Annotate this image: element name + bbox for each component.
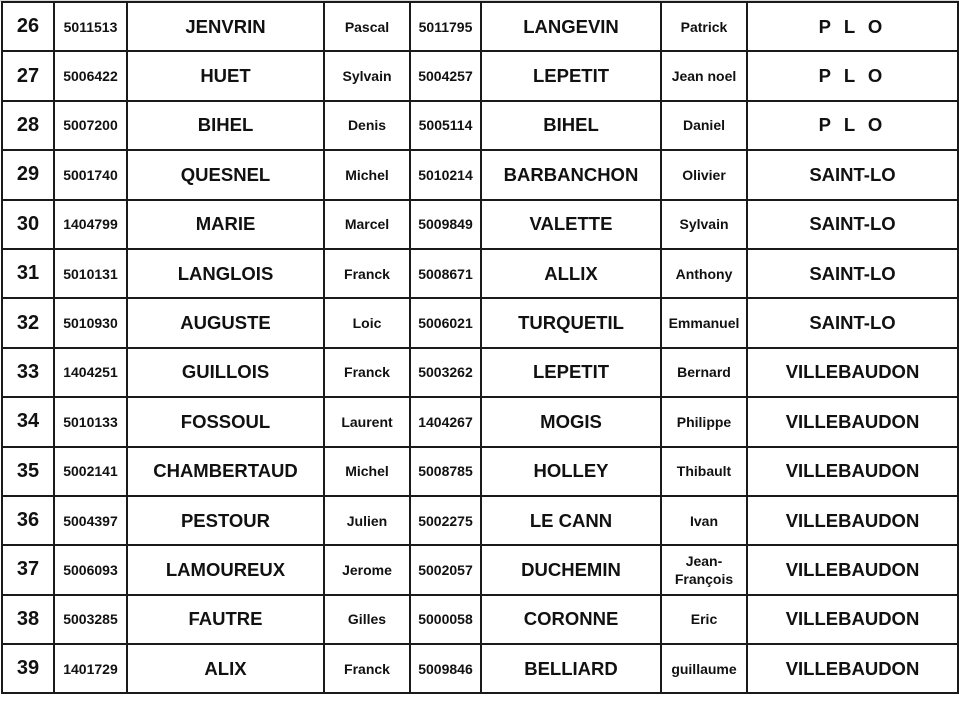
last-name-1: HUET	[127, 51, 324, 100]
first-name-2: Ivan	[661, 496, 747, 545]
last-name-1: PESTOUR	[127, 496, 324, 545]
last-name-2: LEPETIT	[481, 51, 661, 100]
table-row	[2, 249, 958, 298]
club-name: VILLEBAUDON	[747, 447, 958, 496]
table-row	[2, 150, 958, 199]
licence-2: 5002275	[410, 496, 481, 545]
first-name-2: Thibault	[661, 447, 747, 496]
last-name-1: GUILLOIS	[127, 348, 324, 397]
first-name-1: Franck	[324, 249, 410, 298]
licence-1: 5003285	[54, 595, 127, 644]
first-name-1: Michel	[324, 150, 410, 199]
first-name-1: Pascal	[324, 2, 410, 51]
first-name-2: Emmanuel	[661, 298, 747, 347]
first-name-1: Michel	[324, 447, 410, 496]
licence-1: 5001740	[54, 150, 127, 199]
last-name-1: FAUTRE	[127, 595, 324, 644]
row-number: 32	[2, 298, 54, 347]
table-row	[2, 595, 958, 644]
last-name-2: MOGIS	[481, 397, 661, 446]
first-name-1: Sylvain	[324, 51, 410, 100]
row-number: 33	[2, 348, 54, 397]
club-name: VILLEBAUDON	[747, 545, 958, 594]
last-name-2: DUCHEMIN	[481, 545, 661, 594]
licence-1: 1404799	[54, 200, 127, 249]
table-row	[2, 348, 958, 397]
last-name-2: LEPETIT	[481, 348, 661, 397]
licence-1: 1401729	[54, 644, 127, 693]
licence-2: 5008671	[410, 249, 481, 298]
club-name: P L O	[747, 51, 958, 100]
club-name: VILLEBAUDON	[747, 595, 958, 644]
last-name-1: MARIE	[127, 200, 324, 249]
first-name-1: Franck	[324, 644, 410, 693]
row-number: 39	[2, 644, 54, 693]
row-number: 35	[2, 447, 54, 496]
first-name-2: Jean noel	[661, 51, 747, 100]
licence-2: 5002057	[410, 545, 481, 594]
licence-1: 1404251	[54, 348, 127, 397]
row-number: 27	[2, 51, 54, 100]
licence-1: 5010133	[54, 397, 127, 446]
licence-2: 1404267	[410, 397, 481, 446]
last-name-1: CHAMBERTAUD	[127, 447, 324, 496]
table-row	[2, 2, 958, 51]
last-name-1: ALIX	[127, 644, 324, 693]
club-name: SAINT-LO	[747, 249, 958, 298]
licence-1: 5010131	[54, 249, 127, 298]
last-name-2: CORONNE	[481, 595, 661, 644]
row-number: 28	[2, 101, 54, 150]
row-number: 37	[2, 545, 54, 594]
licence-2: 5004257	[410, 51, 481, 100]
first-name-2: Bernard	[661, 348, 747, 397]
first-name-1: Loic	[324, 298, 410, 347]
table-row	[2, 397, 958, 446]
first-name-2: Patrick	[661, 2, 747, 51]
licence-1: 5004397	[54, 496, 127, 545]
first-name-2: Eric	[661, 595, 747, 644]
first-name-2: Philippe	[661, 397, 747, 446]
row-number: 31	[2, 249, 54, 298]
first-name-1: Julien	[324, 496, 410, 545]
row-number: 36	[2, 496, 54, 545]
last-name-2: ALLIX	[481, 249, 661, 298]
first-name-1: Franck	[324, 348, 410, 397]
licence-2: 5006021	[410, 298, 481, 347]
last-name-2: BIHEL	[481, 101, 661, 150]
first-name-2: Olivier	[661, 150, 747, 199]
first-name-1: Laurent	[324, 397, 410, 446]
table-row	[2, 51, 958, 100]
first-name-1: Marcel	[324, 200, 410, 249]
first-name-2: Jean- François	[661, 545, 747, 594]
last-name-1: FOSSOUL	[127, 397, 324, 446]
row-number: 29	[2, 150, 54, 199]
licence-1: 5006422	[54, 51, 127, 100]
licence-1: 5007200	[54, 101, 127, 150]
table-row	[2, 496, 958, 545]
table-row	[2, 101, 958, 150]
club-name: P L O	[747, 101, 958, 150]
last-name-1: LANGLOIS	[127, 249, 324, 298]
last-name-2: BELLIARD	[481, 644, 661, 693]
table-row	[2, 298, 958, 347]
club-name: VILLEBAUDON	[747, 348, 958, 397]
first-name-1: Jerome	[324, 545, 410, 594]
first-name-2: Daniel	[661, 101, 747, 150]
first-name-2: Anthony	[661, 249, 747, 298]
row-number: 30	[2, 200, 54, 249]
licence-2: 5011795	[410, 2, 481, 51]
licence-1: 5006093	[54, 545, 127, 594]
last-name-1: LAMOUREUX	[127, 545, 324, 594]
licence-2: 5009846	[410, 644, 481, 693]
last-name-2: BARBANCHON	[481, 150, 661, 199]
club-name: SAINT-LO	[747, 150, 958, 199]
licence-1: 5011513	[54, 2, 127, 51]
table-row	[2, 200, 958, 249]
licence-2: 5005114	[410, 101, 481, 150]
club-name: VILLEBAUDON	[747, 496, 958, 545]
last-name-2: VALETTE	[481, 200, 661, 249]
club-name: VILLEBAUDON	[747, 397, 958, 446]
licence-2: 5010214	[410, 150, 481, 199]
licence-2: 5008785	[410, 447, 481, 496]
row-number: 26	[2, 2, 54, 51]
licence-1: 5002141	[54, 447, 127, 496]
last-name-2: HOLLEY	[481, 447, 661, 496]
first-name-2: Sylvain	[661, 200, 747, 249]
licence-1: 5010930	[54, 298, 127, 347]
last-name-1: QUESNEL	[127, 150, 324, 199]
licence-2: 5000058	[410, 595, 481, 644]
first-name-2: guillaume	[661, 644, 747, 693]
last-name-2: LE CANN	[481, 496, 661, 545]
last-name-2: LANGEVIN	[481, 2, 661, 51]
club-name: P L O	[747, 2, 958, 51]
table-body	[2, 2, 958, 693]
club-name: VILLEBAUDON	[747, 644, 958, 693]
club-name: SAINT-LO	[747, 200, 958, 249]
last-name-1: AUGUSTE	[127, 298, 324, 347]
table-row	[2, 644, 958, 693]
table-row	[2, 447, 958, 496]
club-name: SAINT-LO	[747, 298, 958, 347]
licence-2: 5003262	[410, 348, 481, 397]
pairing-table	[1, 1, 959, 694]
last-name-1: JENVRIN	[127, 2, 324, 51]
last-name-1: BIHEL	[127, 101, 324, 150]
row-number: 34	[2, 397, 54, 446]
table-row	[2, 545, 958, 594]
first-name-1: Denis	[324, 101, 410, 150]
first-name-1: Gilles	[324, 595, 410, 644]
last-name-2: TURQUETIL	[481, 298, 661, 347]
licence-2: 5009849	[410, 200, 481, 249]
row-number: 38	[2, 595, 54, 644]
